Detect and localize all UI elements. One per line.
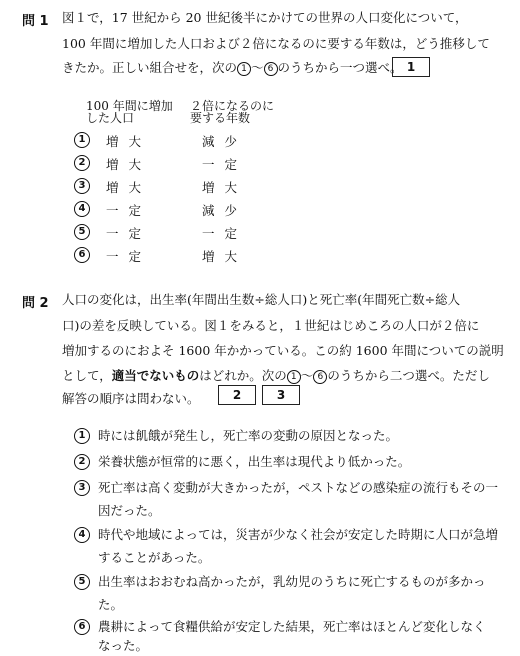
question-1-text-line-2: 100 年間に増加した人口および２倍になるのに要する年数は，どう推移して [62, 36, 490, 51]
q2-option-1-marker[interactable]: 1 [74, 428, 90, 444]
q1-option-3-marker[interactable]: 3 [74, 178, 90, 194]
question-2-emphasis: 適当でないもの [111, 368, 200, 383]
question-2-text-line-4c: のうちから二つ選べ。ただし [327, 368, 490, 383]
answer-box-1[interactable]: 1 [392, 57, 430, 77]
q1-option-6-col1: 一定 [106, 249, 152, 264]
table-header-col1-line2: した人口 [86, 111, 135, 125]
table-header-col2-line1: ２倍になるのに [190, 99, 275, 113]
q1-option-4-marker[interactable]: 4 [74, 201, 90, 217]
question-2-text-line-3: 増加するのにおよそ 1600 年かかっている。この約 1600 年間についての説明 [62, 343, 504, 358]
q2-option-6-text-line-1: 農耕によって食糧供給が安定した結果，死亡率はほとんど変化しなく [98, 619, 486, 634]
option-range-start-marker: 1 [237, 62, 251, 76]
q1-option-1-col1: 増大 [106, 134, 152, 149]
q2-option-5-marker[interactable]: 5 [74, 574, 90, 590]
question-1-label: 問 1 [22, 14, 49, 29]
q2-option-3-marker[interactable]: 3 [74, 480, 90, 496]
option-range-end-marker: 6 [264, 62, 278, 76]
q1-option-3-col2: 増大 [202, 180, 248, 195]
q2-option-5-text-line-1: 出生率はおおむね高かったが，乳幼児のうちに死亡するものが多かっ [98, 574, 486, 589]
q1-option-4-col2: 減少 [202, 203, 248, 218]
question-2-text-line-5: 解答の順序は問わない。 [62, 391, 200, 406]
question-2-label: 問 2 [22, 296, 49, 311]
q2-range-end-marker: 6 [313, 370, 327, 384]
q2-option-4-marker[interactable]: 4 [74, 527, 90, 543]
question-2-text-line-2: 口)の差を反映している。図１をみると，１世紀はじめころの人口が２倍に [62, 318, 480, 333]
q2-range-start-marker: 1 [287, 370, 301, 384]
q2-option-4-text-line-2: することがあった。 [98, 550, 211, 565]
q1-option-2-marker[interactable]: 2 [74, 155, 90, 171]
table-header-col2-line2: 要する年数 [190, 111, 251, 125]
q2-option-6-marker[interactable]: 6 [74, 619, 90, 635]
question-1-text-line-3 [62, 60, 403, 76]
answer-box-3[interactable]: 3 [262, 385, 300, 405]
q2-option-2-text: 栄養状態が恒常的に悪く，出生率は現代より低かった。 [98, 454, 411, 469]
q2-range-tilde: ～ [300, 368, 314, 383]
q2-option-6-text-line-2: なった。 [98, 638, 149, 653]
question-2-text-line-1: 人口の変化は，出生率(年間出生数÷総人口)と死亡率(年間死亡数÷総人 [62, 292, 461, 307]
question-1-text-line-1: 図１で，17 世紀から 20 世紀後半にかけての世界の人口変化について， [62, 10, 468, 25]
table-header-col1-line1: 100 年間に増加 [86, 99, 173, 113]
q1-option-5-col1: 一定 [106, 226, 152, 241]
q1-option-4-col1: 一定 [106, 203, 152, 218]
question-2-text-line-4b: はどれか。次の [199, 368, 287, 383]
q1-option-2-col2: 一定 [202, 157, 248, 172]
q1-option-1-marker[interactable]: 1 [74, 132, 90, 148]
q2-option-3-text-line-1: 死亡率は高く変動が大きかったが，ペストなどの感染症の流行もその一 [98, 480, 499, 495]
question-2-text-line-4a: として， [62, 368, 112, 383]
q2-option-3-text-line-2: 因だった。 [98, 503, 161, 518]
q1-option-3-col1: 増大 [106, 180, 152, 195]
question-1-text-line-3b: のうちから一つ選べ。 [277, 60, 403, 75]
answer-box-2[interactable]: 2 [218, 385, 256, 405]
q2-option-1-text: 時には飢餓が発生し，死亡率の変動の原因となった。 [98, 428, 399, 443]
q1-option-1-col2: 減少 [202, 134, 248, 149]
q2-option-5-text-line-2: た。 [98, 597, 124, 612]
range-tilde: ～ [251, 60, 264, 75]
q1-option-5-marker[interactable]: 5 [74, 224, 90, 240]
q1-option-6-col2: 増大 [202, 249, 248, 264]
q2-option-4-text-line-1: 時代や地域によっては，災害が少なく社会が安定した時期に人口が急増 [98, 527, 499, 542]
question-2-text-line-4 [62, 368, 490, 384]
q1-option-5-col2: 一定 [202, 226, 248, 241]
q1-option-6-marker[interactable]: 6 [74, 247, 90, 263]
q2-option-2-marker[interactable]: 2 [74, 454, 90, 470]
question-1-text-line-3a: きたか。正しい組合せを，次の [62, 60, 238, 75]
q1-option-2-col1: 増大 [106, 157, 152, 172]
